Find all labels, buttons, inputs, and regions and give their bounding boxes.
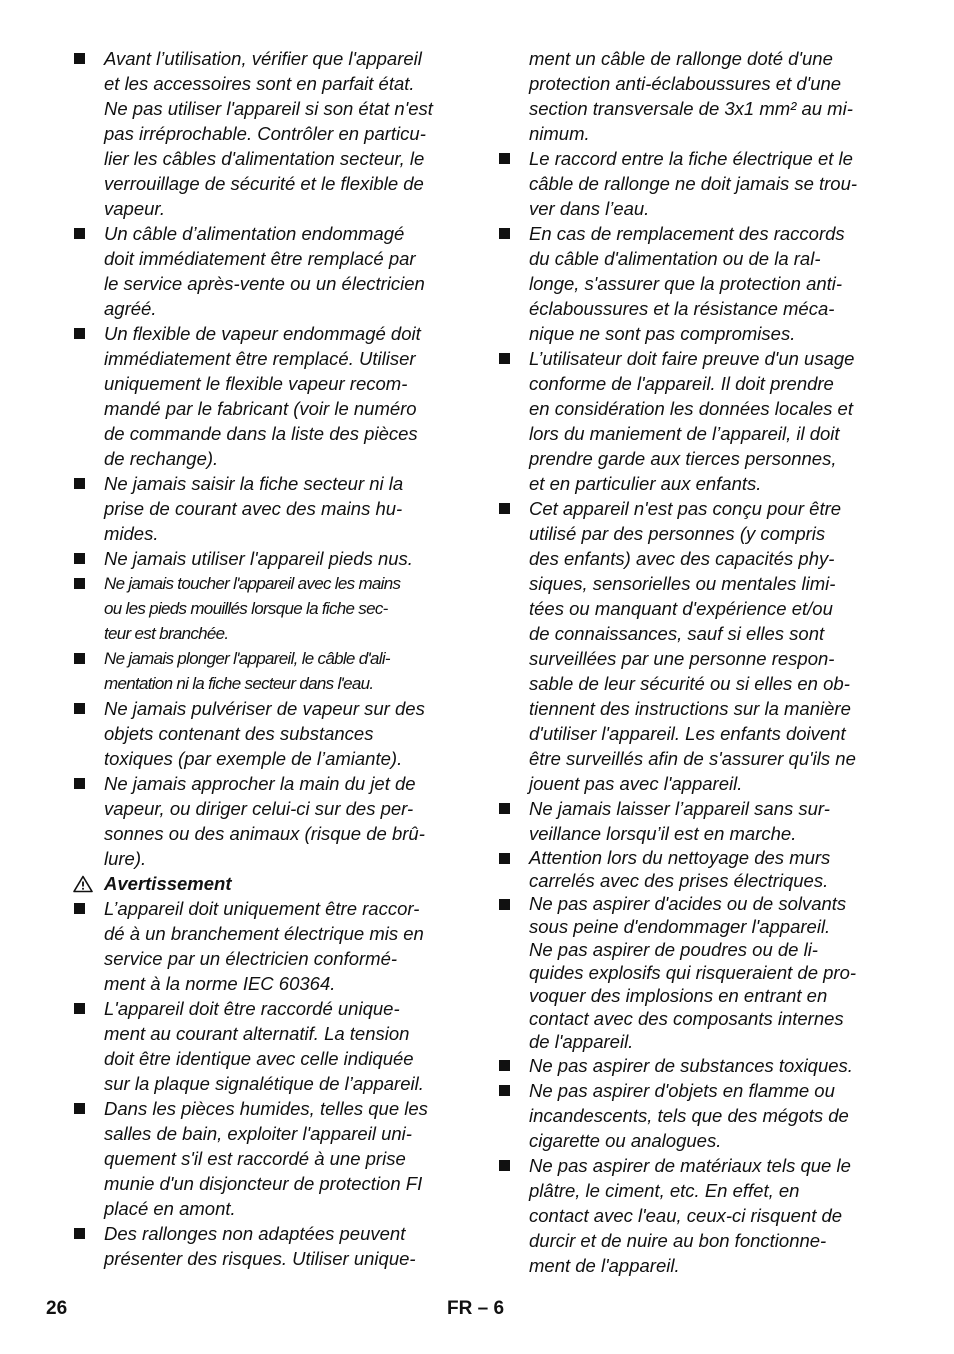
item-text: Ne jamais laisser l’appareil sans sur- veillance lorsqu’il est en marche.	[529, 798, 830, 844]
list-item	[499, 892, 891, 1053]
list-item	[74, 696, 466, 771]
list-item	[499, 496, 891, 796]
item-text: Ne pas aspirer de substances toxiques.	[529, 1055, 853, 1076]
list-item	[499, 796, 891, 846]
list-item	[74, 471, 466, 546]
list-item	[74, 571, 466, 646]
list-item	[74, 896, 466, 996]
item-text: Ne jamais pulvériser de vapeur sur des objets contenant des substances toxiques (par exemple de l’amiante).	[104, 698, 425, 769]
warning-heading	[74, 871, 466, 896]
list-item	[499, 221, 891, 346]
item-text: Dans les pièces humides, telles que les salles de bain, exploiter l'appareil uni- quement s'il est raccordé à une prise munie d'un disjoncteur de protection FI placé en amont.	[104, 1098, 428, 1219]
list-item	[74, 46, 466, 221]
item-text: Attention lors du nettoyage des murs carrelés avec des prises électriques.	[529, 847, 831, 891]
list-item	[74, 996, 466, 1096]
list-item	[74, 1221, 466, 1271]
item-text: Ne jamais plonger l'appareil, le câble d'ali- mentation ni la fiche secteur dans l'eau.	[104, 649, 390, 693]
item-text: Ne pas aspirer d'objets en flamme ou incandescents, tels que des mégots de cigarette ou analogues.	[529, 1080, 849, 1151]
item-text: Ne jamais utiliser l'appareil pieds nus.	[104, 548, 413, 569]
item-text: Ne jamais approcher la main du jet de vapeur, ou diriger celui-ci sur des per- sonnes ou des animaux (risque de brû- lure).	[104, 773, 425, 869]
item-text: ment un câble de rallonge doté d'une protection anti-éclaboussures et d'une section transversale de 3x1 mm² au mi- nimum.	[529, 48, 853, 144]
item-text: Cet appareil n'est pas conçu pour être utilisé par des personnes (y compris des enfants) avec des capacités phy- siques, sensorielles ou mentales limi- tées ou manquant d'expérience et/ou de connaissances, sauf si elles sont surveillées par une personne respon- sable de leur sécurité ou si elles en ob- tiennent des instructions sur la manière d'utiliser l'appareil. Les enfants doivent être surveillés afin de s'assurer qu'ils ne jouent pas avec l'appareil.	[529, 498, 856, 794]
right-column	[499, 46, 891, 1278]
item-text: Ne pas aspirer d'acides ou de solvants sous peine d'endommager l'appareil. Ne pas aspirer de poudres ou de li- quides explosifs qui risqueraient de pro- voquer des implosions en entrant en contact avec des composants internes de l'appareil.	[529, 893, 857, 1052]
section-label: FR – 6	[447, 1298, 505, 1319]
page-number: 26	[46, 1298, 68, 1319]
item-text: L'appareil doit être raccordé unique- ment au courant alternatif. La tension doit être identique avec celle indiquée sur la plaque signalétique de l’appareil.	[104, 998, 424, 1094]
item-text: Ne pas aspirer de matériaux tels que le plâtre, le ciment, etc. En effet, en contact avec l'eau, ceux-ci risquent de durcir et de nuire au bon fonctionne- ment de l'appareil.	[529, 1155, 851, 1276]
list-item	[499, 146, 891, 221]
list-item	[499, 1078, 891, 1153]
list-item	[74, 646, 466, 696]
warning-triangle-icon	[74, 871, 104, 896]
item-text: L’utilisateur doit faire preuve d'un usage conforme de l'appareil. Il doit prendre en considération les données locales et lors du maniement de l’appareil, il doit prendre garde aux tierces personnes, et en particulier aux enfants.	[529, 348, 855, 494]
item-text: Le raccord entre la fiche électrique et le câble de rallonge ne doit jamais se trou- ver dans l’eau.	[529, 148, 858, 219]
item-text: Des rallonges non adaptées peuvent présenter des risques. Utiliser unique-	[104, 1223, 416, 1269]
list-item	[499, 846, 891, 892]
list-item	[74, 221, 466, 321]
list-item	[74, 771, 466, 871]
list-item	[499, 1053, 891, 1078]
item-text: En cas de remplacement des raccords du câble d'alimentation ou de la ral- longe, s'assurer que la protection anti- éclaboussures et la résistance méca- nique ne sont pas compromises.	[529, 223, 845, 344]
warning-title: Avertissement	[104, 873, 232, 894]
item-text: Ne jamais saisir la fiche secteur ni la prise de courant avec des mains hu- mides.	[104, 473, 404, 544]
item-text: Un flexible de vapeur endommagé doit immédiatement être remplacé. Utiliser uniquement le flexible vapeur recom- mandé par le fabricant (voir le numéro de commande dans la liste des pièces de rechange).	[104, 323, 421, 469]
item-text: Un câble d’alimentation endommagé doit immédiatement être remplacé par le service après-vente ou un électricien agréé.	[104, 223, 425, 319]
list-item	[74, 321, 466, 471]
item-text: Avant l’utilisation, vérifier que l'appareil et les accessoires sont en parfait état. Ne pas utiliser l'appareil si son état n'est pas irréprochable. Contrôler en particu- lier les câbles d'alimentation secteur, le verrouillage de sécurité et le flexible de vapeur.	[104, 48, 433, 219]
item-text: L’appareil doit uniquement être raccor- dé à un branchement électrique mis en service par un électricien conformé- ment à la norme IEC 60364.	[104, 898, 424, 994]
list-item	[74, 1096, 466, 1221]
left-column	[74, 46, 466, 1271]
list-item	[499, 46, 891, 146]
list-item	[499, 346, 891, 496]
list-item	[499, 1153, 891, 1278]
list-item	[74, 546, 466, 571]
item-text: Ne jamais toucher l'appareil avec les mains ou les pieds mouillés lorsque la fiche sec- teur est branchée.	[104, 574, 401, 643]
